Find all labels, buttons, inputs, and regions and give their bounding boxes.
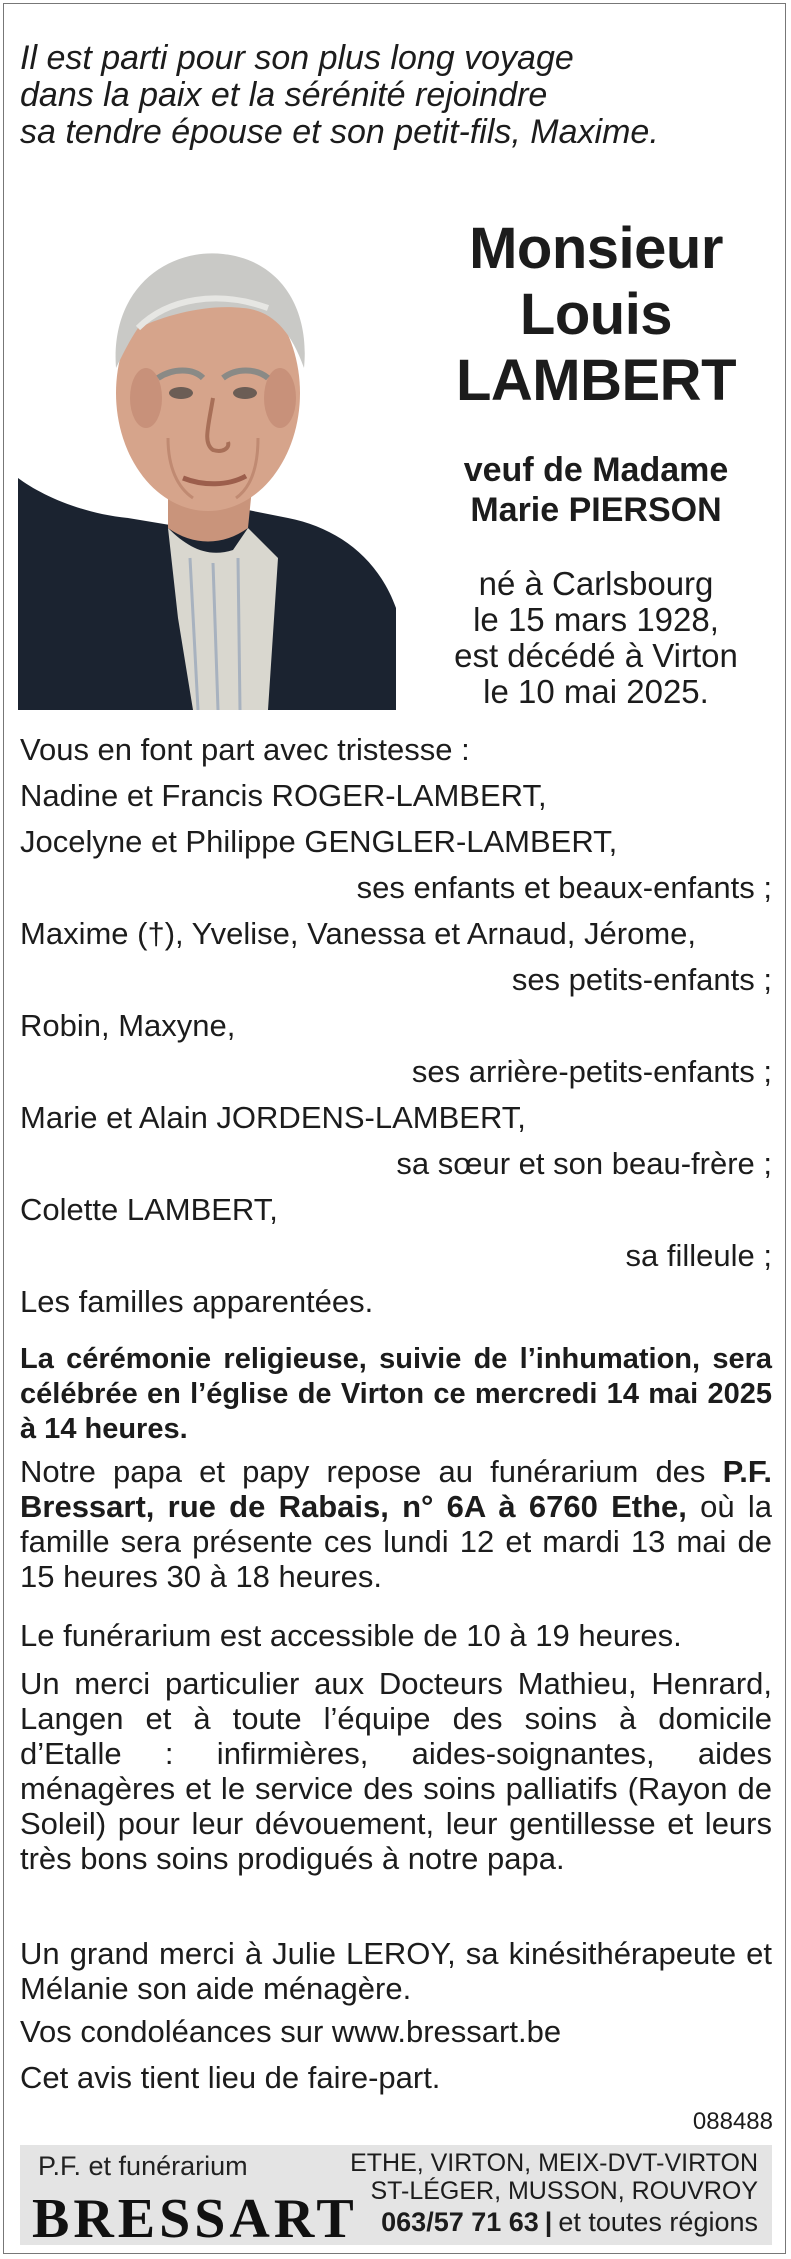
spouse-info [410,450,782,530]
family-line: Les familles apparentées. [20,1284,374,1319]
ceremony-info: La cérémonie religieuse, suivie de l’inhumation, sera célébrée en l’église de Virton ce mercredi 14 mai 2025 à 14 heures. [20,1343,772,1445]
condolences-link: Vos condoléances sur www.bressart.be [20,2014,562,2049]
death-place: est décédé à Virton [454,637,738,674]
family-intro: Vous en font part avec tristesse : [20,732,470,767]
footer-phone: 063/57 71 63 [381,2207,539,2237]
deceased-name [410,216,782,414]
first-name: Louis [519,282,673,347]
birth-place: né à Carlsbourg [478,565,714,602]
footer-locations: ST-LÉGER, MUSSON, ROUVROY [370,2177,758,2205]
family-line: Robin, Maxyne, [20,1008,236,1043]
quote-line: dans la paix et la sérénité rejoindre [20,76,548,114]
spouse-name: Marie PIERSON [470,491,722,529]
family-relation: sa filleule ; [625,1238,772,1273]
footer-brand-logo: BRESSART [32,2188,358,2250]
footer-regions: et toutes régions [558,2207,758,2237]
access-hours: Le funérarium est accessible de 10 à 19 heures. [20,1618,682,1653]
birth-death-info [410,566,782,710]
family-line: Nadine et Francis ROGER-LAMBERT, [20,778,547,813]
funeral-home-hours: où la famille sera présente ces lundi 12 et mardi 13 mai de 15 heures 30 à 18 heures. [20,1489,772,1594]
family-line: Colette LAMBERT, [20,1192,278,1227]
reference-number: 088488 [692,2108,773,2135]
footer-locations: ETHE, VIRTON, MEIX-DVT-VIRTON [350,2149,758,2177]
epitaph-quote [20,40,760,151]
funeral-home-address: P.F. Bressart, rue de Rabais, n° 6A à 6760 Ethe, [20,1454,772,1524]
last-name: LAMBERT [455,348,736,413]
death-date: le 10 mai 2025. [483,673,709,710]
family-line: Jocelyne et Philippe GENGLER-LAMBERT, [20,824,618,859]
family-relation: ses petits-enfants ; [511,962,772,997]
family-relation: ses enfants et beaux-enfants ; [356,870,772,905]
footer-tagline: P.F. et funérarium [38,2151,248,2181]
funeral-home-footer [20,2145,772,2250]
footer-separator: | [544,2207,553,2237]
thanks-paragraph-2: Un grand merci à Julie LEROY, sa kinésithérapeute et Mélanie son aide ménagère. [20,1936,772,2006]
quote-line: sa tendre épouse et son petit-fils, Maxime. [20,113,659,151]
footer-contact [381,2207,758,2238]
family-line: Marie et Alain JORDENS-LAMBERT, [20,1100,526,1135]
family-line: Maxime (†), Yvelise, Vanessa et Arnaud, Jérome, [20,916,697,951]
funeral-home-info [20,1454,772,1594]
portrait-illustration [18,228,396,710]
family-relation: ses arrière-petits-enfants ; [411,1054,772,1089]
spouse-line: veuf de Madame [463,451,729,489]
funeral-home-text: Notre papa et papy repose au funérarium des [20,1454,723,1489]
civility: Monsieur [469,216,723,281]
thanks-paragraph: Un merci particulier aux Docteurs Mathieu, Henrard, Langen et à toute l’équipe des soins à domicile d’Etalle : infirmières, aides-soignantes, aides ménagères et le service des soins palliatifs (Rayon de Soleil) pour leur dévouement, leur gentillesse et leurs très bons soins prodigués à notre papa. [20,1666,772,1876]
birth-date: le 15 mars 1928, [473,601,719,638]
quote-line: Il est parti pour son plus long voyage [20,39,574,77]
notice-statement: Cet avis tient lieu de faire-part. [20,2060,441,2095]
portrait-photo [18,228,396,710]
family-relation: sa sœur et son beau-frère ; [396,1146,772,1181]
